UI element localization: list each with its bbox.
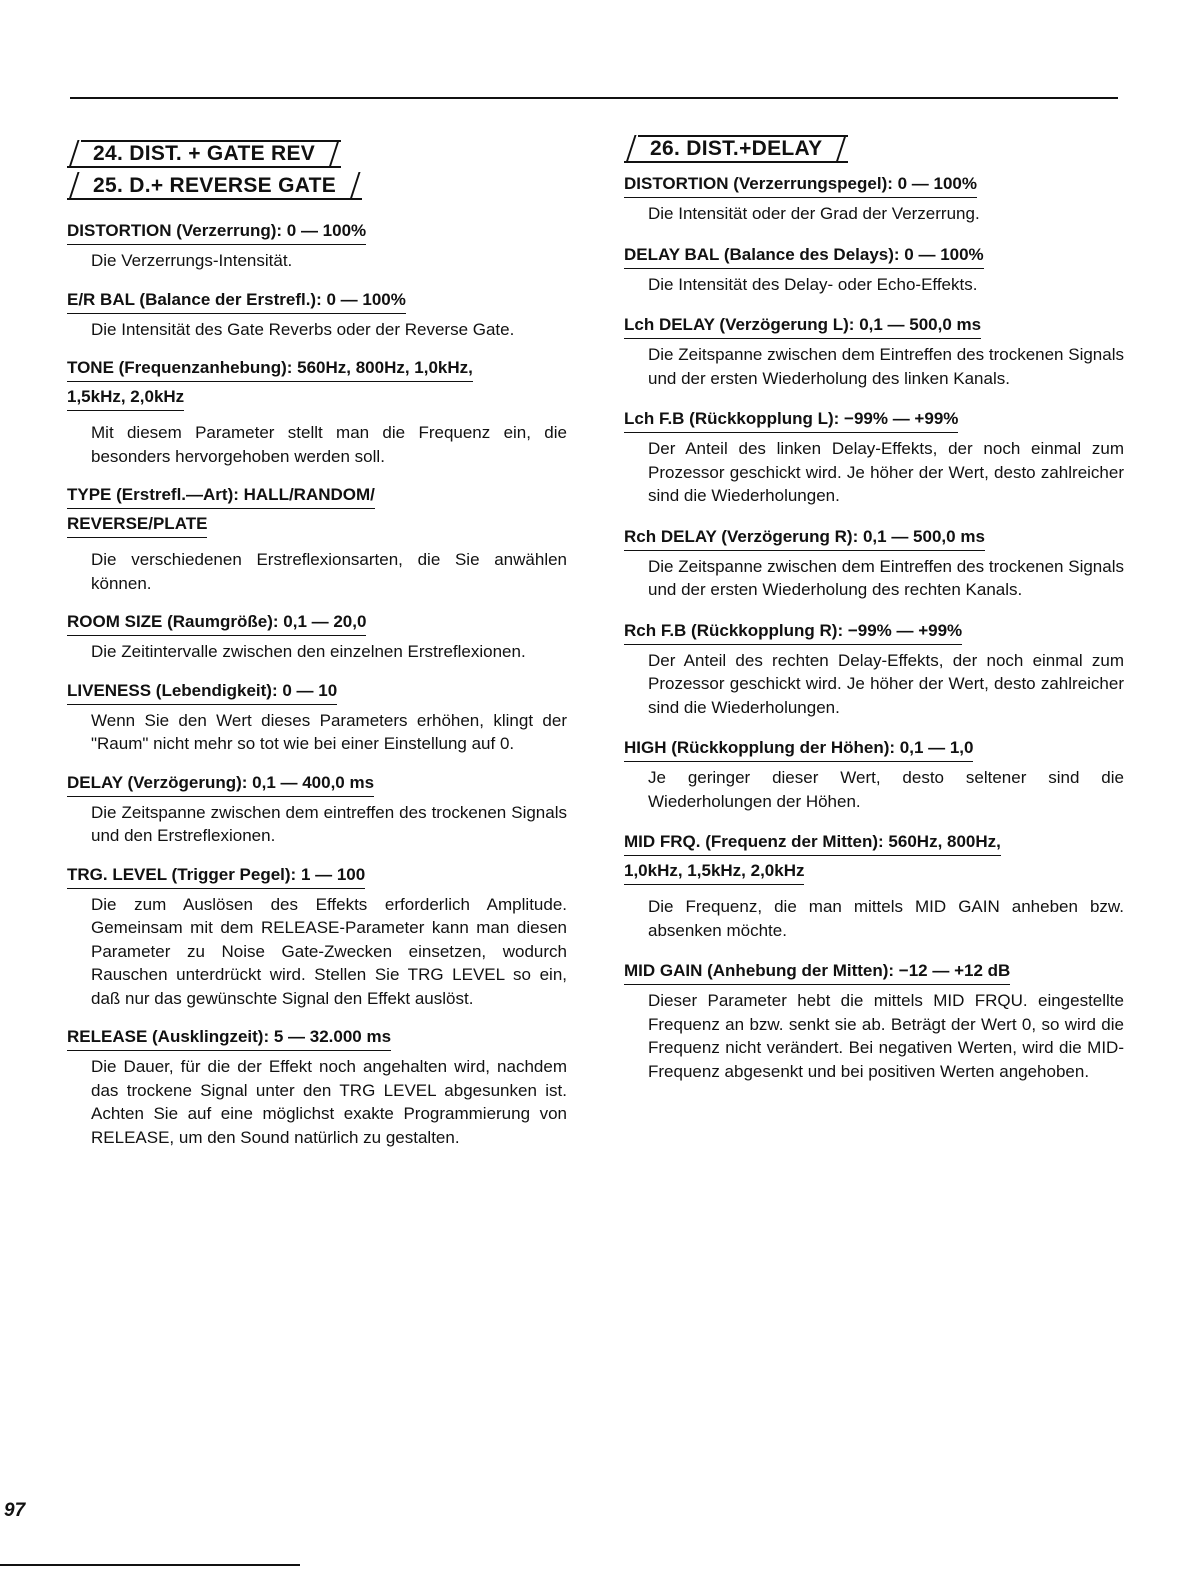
param-mid-gain [624, 960, 1124, 1083]
param-desc: Die Dauer, für die der Effekt noch angehalten wird, nachdem das trockene Signal unter den TRG LEVEL abgesunken ist. Achten Sie auf eine möglichst exakte Programmierung von RELEASE, um den Sound natürlich zu gestalten. [91, 1057, 567, 1147]
param-rch-delay [624, 526, 1124, 602]
param-title: DELAY BAL (Balance des Delays): 0 — 100% [624, 244, 984, 269]
heading-26 [624, 135, 848, 163]
param-distortion-r [624, 173, 1124, 226]
param-title [67, 357, 567, 417]
param-title: E/R BAL (Balance der Erstrefl.): 0 — 100% [67, 289, 406, 314]
param-high [624, 737, 1124, 813]
bottom-rule [0, 1564, 300, 1566]
param-title: LIVENESS (Lebendigkeit): 0 — 10 [67, 680, 337, 705]
param-liveness [67, 680, 567, 756]
param-desc: Mit diesem Parameter stellt man die Frequenz ein, die besonders hervorgehoben werden soll. [91, 423, 567, 466]
top-rule [70, 97, 1118, 99]
param-trg-level [67, 864, 567, 1011]
param-desc: Die Intensität des Delay- oder Echo-Effekts. [648, 274, 978, 294]
param-title: ROOM SIZE (Raumgröße): 0,1 — 20,0 [67, 611, 366, 636]
param-desc: Die Zeitspanne zwischen dem Eintreffen des trockenen Signals und der ersten Wiederholung des linken Kanals. [648, 345, 1124, 388]
param-title-line2: 1,0kHz, 1,5kHz, 2,0kHz [624, 860, 804, 885]
heading-25 [67, 172, 362, 200]
param-desc: Die Zeitspanne zwischen dem Eintreffen des trockenen Signals und der ersten Wiederholung des rechten Kanals. [648, 556, 1124, 599]
param-title: Rch DELAY (Verzögerung R): 0,1 — 500,0 ms [624, 526, 985, 551]
heading-25-text: 25. D.+ REVERSE GATE [93, 174, 337, 197]
param-title: Lch DELAY (Verzögerung L): 0,1 — 500,0 ms [624, 314, 981, 339]
param-desc: Die Zeitspanne zwischen dem eintreffen des trockenen Signals und den Erstreflexionen. [91, 802, 567, 845]
heading-24 [67, 140, 341, 168]
param-desc: Die Zeitintervalle zwischen den einzelnen Erstreflexionen. [91, 642, 526, 661]
param-title-line1: TYPE (Erstrefl.—Art): HALL/RANDOM/ [67, 484, 375, 509]
param-title: TRG. LEVEL (Trigger Pegel): 1 — 100 [67, 864, 365, 889]
heading-26-text: 26. DIST.+DELAY [650, 137, 823, 160]
param-desc: Die Intensität oder der Grad der Verzerrung. [648, 204, 980, 223]
param-desc: Die Intensität des Gate Reverbs oder der Reverse Gate. [91, 319, 515, 339]
param-release [67, 1026, 567, 1149]
param-tone [67, 357, 567, 468]
param-title-line1: MID FRQ. (Frequenz der Mitten): 560Hz, 800Hz, [624, 831, 1001, 856]
param-desc: Dieser Parameter hebt die mittels MID FRQU. eingestellte Frequenz an bzw. senkt sie ab. Beträgt der Wert 0, so wird die Frequenz nicht verändert. Bei negativen Werten, wird die MID-Frequenz abgesenkt und bei positiven Werten angehoben. [648, 991, 1124, 1081]
heading-24-text: 24. DIST. + GATE REV [93, 142, 316, 165]
right-column [624, 135, 1124, 1083]
param-title [67, 484, 567, 544]
param-title: MID GAIN (Anhebung der Mitten): −12 — +12 dB [624, 960, 1010, 985]
param-desc: Die verschiedenen Erstreflexionsarten, die Sie anwählen können. [91, 550, 567, 593]
param-rch-fb [624, 620, 1124, 720]
param-room-size [67, 611, 567, 664]
param-desc: Wenn Sie den Wert dieses Parameters erhöhen, klingt der "Raum" nicht mehr so tot wie bei einer Einstellung auf 0. [91, 710, 567, 753]
param-title: Lch F.B (Rückkopplung L): −99% — +99% [624, 408, 958, 433]
param-desc: Die zum Auslösen des Effekts erforderlich Amplitude. Gemeinsam mit dem RELEASE-Parameter kann man diesen Parameter zu Noise Gate-Zwecken einsetzen, wodurch Rauschen unterdrückt wird. Stellen Sie TRG LEVEL so ein, daß nur das gewünschte Signal den Effekt auslöst. [91, 894, 567, 1008]
left-headings [67, 140, 567, 204]
param-title-line2: REVERSE/PLATE [67, 513, 207, 538]
left-column [67, 140, 567, 1149]
param-desc: Die Verzerrungs-Intensität. [91, 251, 293, 270]
param-desc: Der Anteil des rechten Delay-Effekts, der noch einmal zum Prozessor geschickt wird. Je höher der Wert, desto zahlreicher sind die Wiederholungen. [648, 650, 1124, 717]
page-number: 97 [4, 1500, 26, 1521]
param-desc: Der Anteil des linken Delay-Effekts, der noch einmal zum Prozessor geschickt wird. Je höher der Wert, desto zahlreicher sind die Wiederholungen. [648, 439, 1124, 505]
param-title [624, 831, 1124, 891]
param-title: DISTORTION (Verzerrungspegel): 0 — 100% [624, 173, 977, 198]
param-title: DELAY (Verzögerung): 0,1 — 400,0 ms [67, 772, 374, 797]
param-desc: Je geringer dieser Wert, desto seltener sind die Wiederholungen der Höhen. [648, 768, 1124, 811]
param-distortion [67, 220, 567, 273]
param-title: DISTORTION (Verzerrung): 0 — 100% [67, 220, 366, 245]
param-desc: Die Frequenz, die man mittels MID GAIN anheben bzw. absenken möchte. [648, 897, 1124, 940]
param-delay-bal [624, 244, 1124, 297]
param-delay [67, 772, 567, 848]
param-title: RELEASE (Ausklingzeit): 5 — 32.000 ms [67, 1026, 391, 1051]
param-title: Rch F.B (Rückkopplung R): −99% — +99% [624, 620, 962, 645]
param-type [67, 484, 567, 595]
param-title: HIGH (Rückkopplung der Höhen): 0,1 — 1,0 [624, 737, 973, 762]
param-title-line2: 1,5kHz, 2,0kHz [67, 386, 184, 411]
param-er-bal [67, 289, 567, 342]
right-headings [624, 135, 1124, 167]
param-lch-fb [624, 408, 1124, 508]
param-title-line1: TONE (Frequenzanhebung): 560Hz, 800Hz, 1,0kHz, [67, 357, 473, 382]
param-lch-delay [624, 314, 1124, 390]
param-mid-frq [624, 831, 1124, 942]
